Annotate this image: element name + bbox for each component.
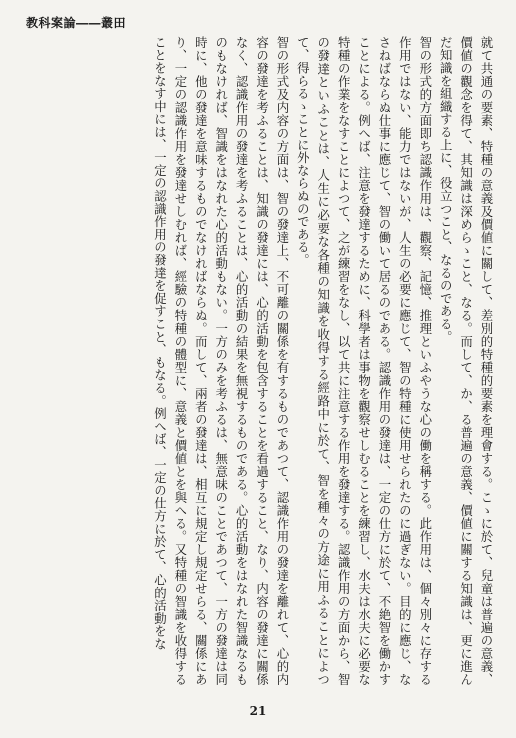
body-text xyxy=(20,36,496,686)
page-number: 21 xyxy=(249,704,267,718)
paragraph-2: 智の形式的方面即ち認識作用は、觀察、記憶、推理といふやうな心の働を稱する。此作用は、個々別々に存する作用ではない、能力ではないが、人生の必要に應じて、智の特種に使用せられたのに過ぎない。目的に應じ、なさねばならぬ仕事に應じて、智の働いて居るのである。認識作用の發達は、一定の仕方に於て、不絶智を働かすことによる。例へば、注意を發達するために、科學者は事物を觀察せしむることを練習し、水夫は水夫に必要な特種の作業をなすことによつて、之が練習をなし、以て共に注意する作用を發達する。認識作用の方面から、智の發達といふことは、人生に必要な各種の知識を收得する經路中に於て、智を種々の方途に用ふることによつて、得らるゝことに外ならぬのである。 xyxy=(295,36,433,686)
running-header: 教科案論――叢田 xyxy=(26,16,127,30)
paragraph-3: 智の形式及内容の方面は、智の發達上、不可離の關係を有するものであつて、認識作用の發達を離れて、心的内容の發達を考ふることは、知識の發達には、心的活動を包含することを看過すること、なり、内容の發達に關係なく、認識作用の發達を考ふることは、心的活動の結果を無視するものである。心的活動をはなれた智識なるものもなければ、智識をはなれた心的活動もない。一方のみを考ふるは、無意味のことであつて、一方の發達は同時に、他の發達を意味するものでなければならぬ。而して、兩者の發達は、相互に規定し規定せらる、關係にあり、一定の認識作用を發達せしむれば、經驗の特種の體型に、意義と價値とを與へる。又特種の智識を收得することをなす中には、一定の認識作用の發達を促すこと、もなる。例へば、一定の仕方に於て、心的活動をな xyxy=(152,36,290,686)
paragraph-1: 就て共通の要素、特種の意義及價値に關して、差別的特種的要素を理會する。こゝに於て、兒童は普遍の意義、價値の觀念を得て、其知識は深めらゝこと、なる。而して、か、る普遍の意義、價値に關する知識は、更に進んだ知識を組織する上に、役立つこと、なるのである。 xyxy=(438,36,494,686)
